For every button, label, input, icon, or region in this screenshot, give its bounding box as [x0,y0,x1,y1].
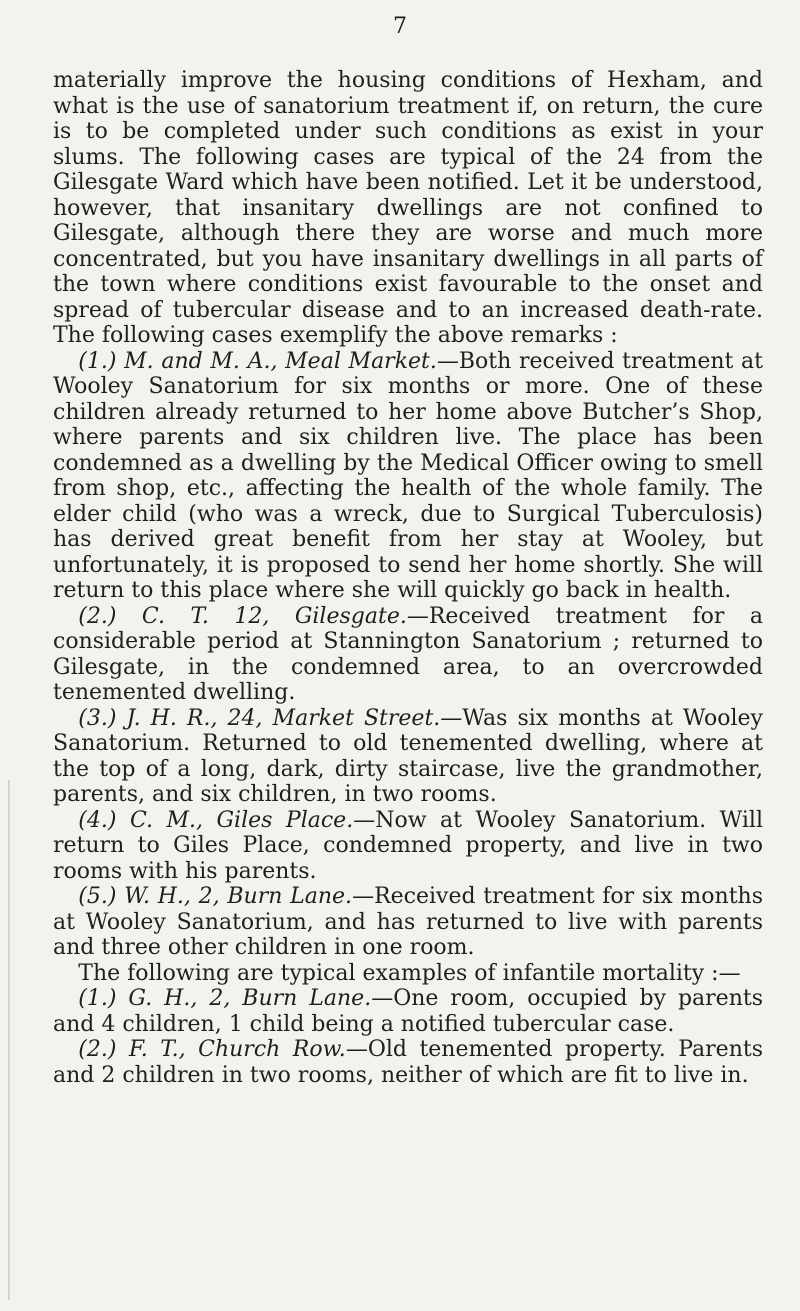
paragraph-intro [53,68,763,349]
page-edge-shadow [8,780,10,1300]
case-reference: (5.) W. H., 2, Burn Lane. [78,884,353,909]
case-reference: (4.) C. M., Giles Place. [78,807,354,833]
case-text: —Was six months at Wooley Sanatorium. Returned to old tenemented dwelling, where at the top of a long, dark, dirty staircase, live the grandmother, parents, and six children, in two rooms. [53,705,763,807]
case-text: —Received treatment for six months at Wooley Sanatorium, and has returned to live with parents and three other children in one room. [53,884,763,960]
case-reference: (2.) F. T., Church Row. [78,1037,346,1062]
case-reference: (1.) G. H., 2, Burn Lane. [78,986,372,1011]
case-paragraph [53,1037,763,1088]
case-reference: (2.) C. T. 12, Gilesgate. [78,603,407,629]
case-text: —Now at Wooley Sanatorium. Will return to Giles Place, condemned property, and live in two rooms with his parents. [53,807,763,884]
paragraph-text: The following are typical examples of infantile mortality :— [78,960,741,986]
case-paragraph [53,986,763,1037]
case-text: —Both received treatment at Wooley Sanatorium for six months or more. One of these children already returned to her home above Butcher’s Shop, where parents and six children live. The place has been condemned as a dwelling by the Medical Officer owing to smell from shop, etc., affecting the health of the whole family. The elder child (who was a wreck, due to Surgical Tuberculosis) has derived great benefit from her stay at Wooley, but unfortunately, it is proposed to send her home shortly. She will return to this place where she will quickly go back in health. [53,348,763,603]
case-text: —Old tenemented property. Parents and 2 children in two rooms, neither of which are fit to live in. [53,1037,764,1088]
case-paragraph [53,808,763,885]
body-text [53,68,763,1088]
paragraph-text: materially improve the housing conditions of Hexham, and what is the use of sanatorium treatment if, on return, the cure is to be completed under such conditions as exist in your slums. The following cases are typical of the 24 from the Gilesgate Ward which have been notified. Let it be understood, however, that insanitary dwellings are not confined to Gilesgate, although there they are worse and much more concentrated, but you have insanitary dwellings in all parts of the town where conditions exist favourable to the onset and spread of tubercular disease and to an increased death-rate. The following cases exemplify the above remarks : [53,68,763,348]
case-paragraph [53,884,763,961]
case-reference: (1.) M. and M. A., Meal Market. [78,348,437,374]
case-text: —Received treatment for a considerable period at Stannington Sanatorium ; returned to Gilesgate, in the condemned area, to an overcrowded tenemented dwelling. [53,603,763,705]
case-paragraph [53,706,763,808]
case-reference: (3.) J. H. R., 24, Market Street. [78,705,441,731]
case-text: —One room, occupied by parents and 4 children, 1 child being a notified tubercular case. [53,986,764,1037]
case-paragraph [53,604,763,706]
paragraph-infantile-mortality [53,961,763,987]
page-number: 7 [393,14,407,39]
case-paragraph [53,349,763,604]
